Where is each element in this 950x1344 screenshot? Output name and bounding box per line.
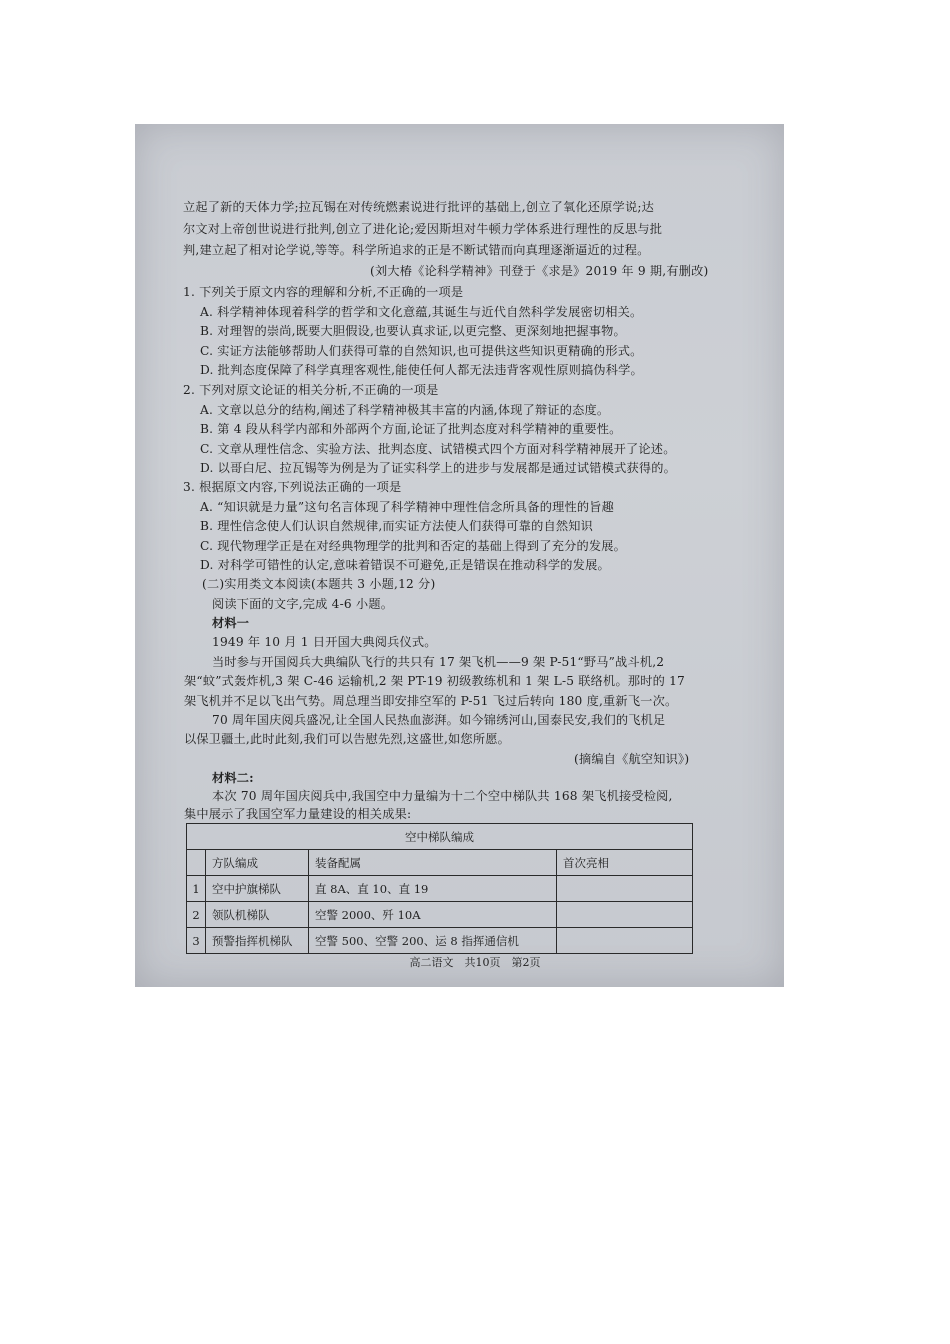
material-line: 以保卫疆土,此时此刻,我们可以告慰先烈,这盛世,如您所愿。 (184, 732, 510, 746)
material-1-heading: 材料一 (212, 616, 250, 630)
table-cell: 空中护旗梯队 (206, 876, 309, 902)
material-line: 本次 70 周年国庆阅兵中,我国空中力量编为十二个空中梯队共 168 架飞机接受检阅, (212, 789, 673, 803)
table-header-cell: 装备配属 (309, 850, 557, 876)
table-cell: 领队机梯队 (206, 902, 309, 928)
question-3: 3. 根据原文内容,下列说法正确的一项是 (183, 480, 402, 494)
para-line: 立起了新的天体力学;拉瓦锡在对传统燃素说进行批评的基础上,创立了氧化还原学说;达 (183, 200, 655, 214)
option-2c: C. 文章从理性信念、实验方法、批判态度、试错模式四个方面对科学精神展开了论述。 (200, 442, 676, 456)
table-header-row (187, 850, 693, 876)
option-1a: A. 科学精神体现着科学的哲学和文化意蕴,其诞生与近代自然科学发展密切相关。 (200, 305, 643, 319)
option-2a: A. 文章以总分的结构,阐述了科学精神极其丰富的内涵,体现了辩证的态度。 (200, 403, 610, 417)
material-1-source: (摘编自《航空知识》) (574, 752, 690, 766)
question-2: 2. 下列对原文论证的相关分析,不正确的一项是 (183, 383, 439, 397)
option-3c: C. 现代物理学正是在对经典物理学的批判和否定的基础上得到了充分的发展。 (200, 539, 627, 553)
material-line: 集中展示了我国空军力量建设的相关成果: (184, 807, 412, 821)
table-title: 空中梯队编成 (187, 824, 693, 850)
table-cell: 空警 500、空警 200、运 8 指挥通信机 (309, 928, 557, 954)
option-1d: D. 批判态度保障了科学真理客观性,能使任何人都无法违背客观性原则搞伪科学。 (200, 363, 643, 377)
question-1: 1. 下列关于原文内容的理解和分析,不正确的一项是 (183, 285, 464, 299)
table-row (187, 902, 693, 928)
option-1c: C. 实证方法能够帮助人们获得可靠的自然知识,也可提供这些知识更精确的形式。 (200, 344, 643, 358)
material-line: 当时参与开国阅兵大典编队飞行的共只有 17 架飞机——9 架 P-51“野马”战斗机,2 (212, 655, 665, 669)
table-cell: 空警 2000、歼 10A (309, 902, 557, 928)
table-cell: 直 8A、直 10、直 19 (309, 876, 557, 902)
material-line: 架飞机并不足以飞出气势。周总理当即安排空军的 P-51 飞过后转向 180 度,重新飞一次。 (184, 694, 678, 708)
option-3d: D. 对科学可错性的认定,意味着错误不可避免,正是错误在推动科学的发展。 (200, 558, 610, 572)
table-cell (557, 876, 693, 902)
table-header-cell: 方队编成 (206, 850, 309, 876)
page-footer: 高二语文 共10页 第2页 (409, 956, 541, 969)
material-line: 1949 年 10 月 1 日开国大典阅兵仪式。 (212, 635, 437, 649)
material-line: 架“蚊”式轰炸机,3 架 C-46 运输机,2 架 PT-19 初级教练机和 1 架 L-5 联络机。那时的 17 (184, 674, 685, 688)
table-header-cell (187, 850, 206, 876)
source-citation: (刘大椿《论科学精神》刊登于《求是》2019 年 9 期,有删改) (370, 264, 709, 278)
table-row (187, 876, 693, 902)
option-2b: B. 第 4 段从科学内部和外部两个方面,论证了批判态度对科学精神的重要性。 (200, 422, 622, 436)
option-1b: B. 对理智的崇尚,既要大胆假设,也要认真求证,以更完整、更深刻地把握事物。 (200, 324, 626, 338)
material-2-heading: 材料二: (212, 771, 254, 785)
section-heading: (二)实用类文本阅读(本题共 3 小题,12 分) (202, 577, 436, 591)
para-line: 判,建立起了相对论学说,等等。科学所追求的正是不断试错而向真理逐渐逼近的过程。 (183, 243, 650, 257)
table-row (187, 928, 693, 954)
material-line: 70 周年国庆阅兵盛况,让全国人民热血澎湃。如今锦绣河山,国泰民安,我们的飞机足 (212, 713, 666, 727)
option-3b: B. 理性信念使人们认识自然规律,而实证方法使人们获得可靠的自然知识 (200, 519, 594, 533)
option-3a: A. “知识就是力量”这句名言体现了科学精神中理性信念所具备的理性的旨趣 (200, 500, 615, 514)
air-echelon-table (186, 823, 693, 954)
option-2d: D. 以哥白尼、拉瓦锡等为例是为了证实科学上的进步与发展都是通过试错模式获得的。 (200, 461, 677, 475)
para-line: 尔文对上帝创世说进行批判,创立了进化论;爱因斯坦对牛顿力学体系进行理性的反思与批 (183, 222, 663, 236)
table-header-cell: 首次亮相 (557, 850, 693, 876)
instruction: 阅读下面的文字,完成 4-6 小题。 (212, 597, 394, 611)
table-cell: 预警指挥机梯队 (206, 928, 309, 954)
table-cell: 3 (187, 928, 206, 954)
table-cell: 1 (187, 876, 206, 902)
table-cell: 2 (187, 902, 206, 928)
table-cell (557, 928, 693, 954)
table-cell (557, 902, 693, 928)
